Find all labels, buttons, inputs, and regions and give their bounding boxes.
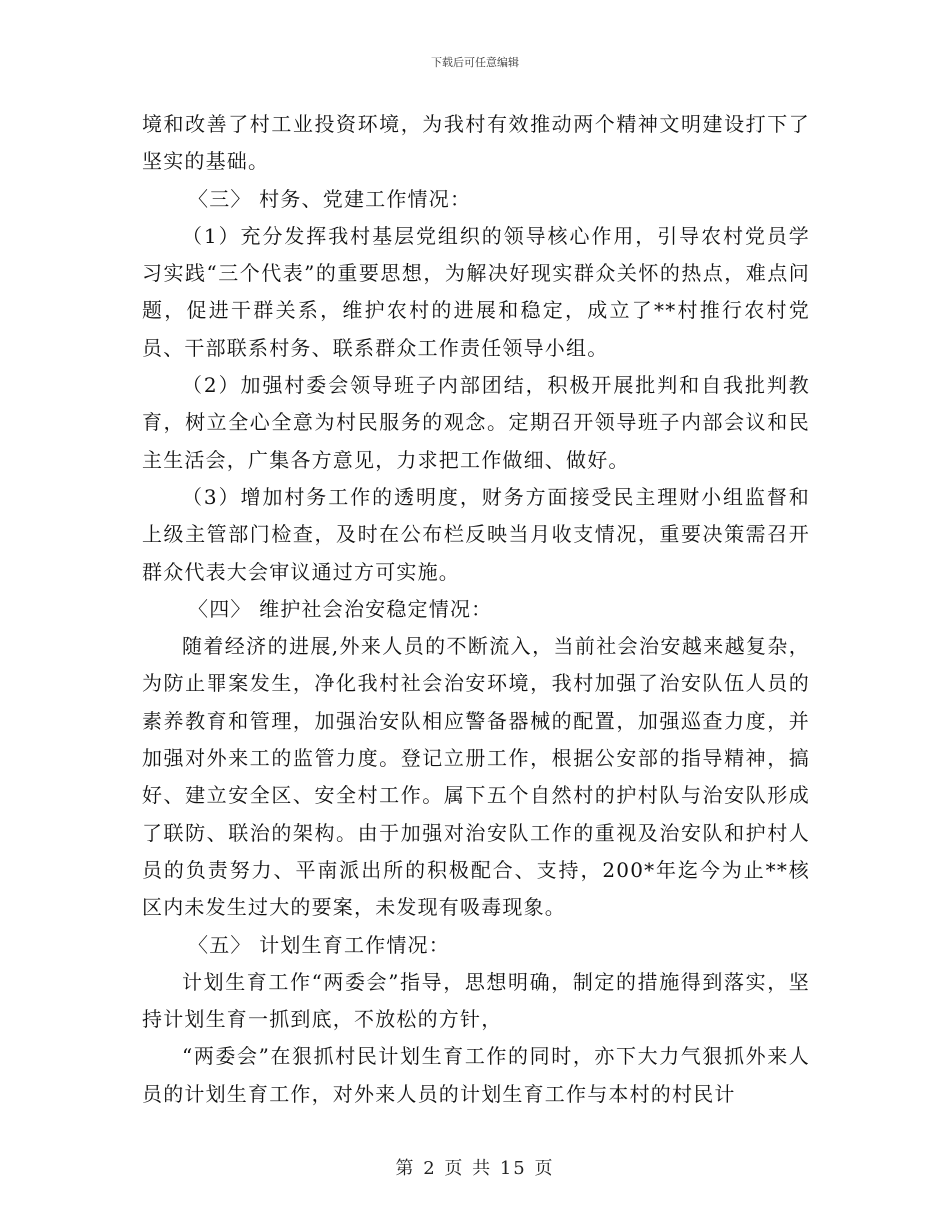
paragraph-item-1: （1）充分发挥我村基层党组织的领导核心作用，引导农村党员学习实践“三个代表”的重要思想，为解决好现实群众关怀的热点，难点问题，促进干群关系，维护农村的进展和稳定，成立了**村推行农村党员、干部联系村务、联系群众工作责任领导小组。 (142, 223, 810, 360)
page-number: 第 2 页 共 15 页 (395, 1158, 555, 1179)
page-header-note: 下载后可任意编辑 (431, 56, 519, 69)
document-body (142, 106, 810, 1113)
paragraph-family-planning-2: “两委会”在狠抓村民计划生育工作的同时，亦下大力气狠抓外来人员的计划生育工作，对外来人员的计划生育工作与本村的村民计 (142, 1044, 810, 1106)
paragraph-family-planning-1: 计划生育工作“两委会”指导，思想明确，制定的措施得到落实，坚持计划生育一抓到底，不放松的方针， (142, 969, 810, 1032)
section-heading-4: 〈四〉 维护社会治安稳定情况： (188, 596, 493, 621)
paragraph-continuation: 境和改善了村工业投资环境，为我村有效推动两个精神文明建设打下了坚实的基础。 (142, 112, 810, 174)
section-heading-5: 〈五〉 计划生育工作情况： (188, 932, 450, 957)
paragraph-item-2: （2）加强村委会领导班子内部团结，积极开展批判和自我批判教育，树立全心全意为村民服务的观念。定期召开领导班子内部会议和民主生活会，广集各方意见，力求把工作做细、做好。 (142, 373, 810, 472)
section-heading-3: 〈三〉 村务、党建工作情况： (188, 186, 472, 211)
paragraph-security: 随着经济的进展,外来人员的不断流入，当前社会治安越来越复杂，为防止罪案发生，净化我村社会治安环境，我村加强了治安队伍人员的素养教育和管理，加强治安队相应警备器械的配置，加强巡查力度，并加强对外来工的监管力度。登记立册工作，根据公安部的指导精神，搞好、建立安全区、安全村工作。属下五个自然村的护村队与治安队形成了联防、联治的架构。由于加强对治安队工作的重视及治安队和护村人员的负责努力、平南派出所的积极配合、支持，200*年迄今为止**核区内未发生过大的要案，未发现有吸毒现象。 (142, 634, 810, 920)
paragraph-item-3: （3）增加村务工作的透明度，财务方面接受民主理财小组监督和上级主管部门检查，及时在公布栏反映当月收支情况，重要决策需召开群众代表大会审议通过方可实施。 (142, 484, 810, 584)
